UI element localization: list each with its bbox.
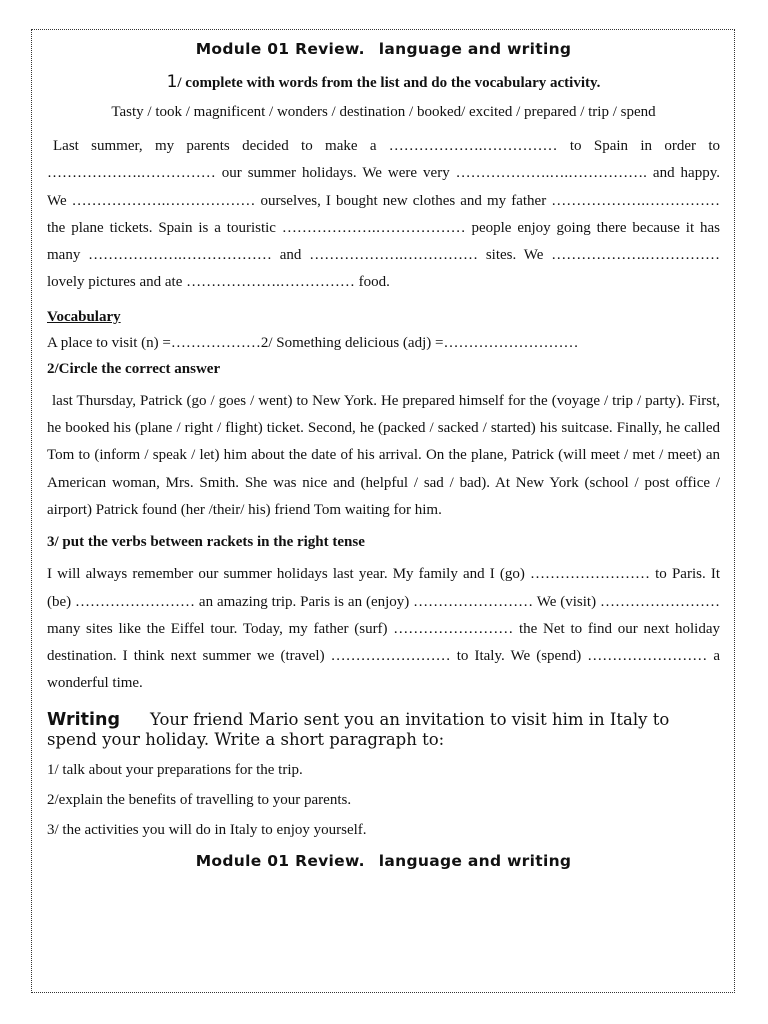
worksheet	[47, 40, 720, 870]
footer-title-sub: language and writing	[378, 851, 572, 870]
task1-paragraph: Last summer, my parents decided to make a ……………….…………… to Spain in order to ……………….…………… our summer holidays. We were very ……………….….……………. and happy. We ……………….……………… ourselves, I bought new clothes and my father ……………….…………… the plane tickets. Spain is a touristic ……………….……………… people enjoy going there because it has many ……………….……………… and ……………….…………… sites. We ……………….…………… lovely pictures and ate ……………….…………… food.	[47, 138, 720, 291]
writing-task-2: 2/explain the benefits of travelling to your parents.	[47, 791, 352, 808]
vocabulary-title: Vocabulary	[47, 308, 121, 325]
writing-task-1: 1/ talk about your preparations for the trip.	[47, 761, 303, 778]
writing-task-3: 3/ the activities you will do in Italy to enjoy yourself.	[47, 821, 367, 838]
task3-paragraph: I will always remember our summer holidays last year. My family and I (go) …………………… to Paris. It (be) …………………… an amazing trip. Paris is an (enjoy) …………………… We (visit) …………………… many sites like the Eiffel tour. Today, my father (surf) …………………… the Net to find our next holiday destination. I think next summer we (travel) …………………… to Italy. We (spend) …………………… a wonderful time.	[47, 566, 720, 692]
vocabulary-line: A place to visit (n) =………………2/ Something delicious (adj) =………………………	[47, 334, 579, 351]
title-sub: language and writing	[378, 40, 572, 58]
task2-title: 2/Circle the correct answer	[47, 360, 221, 377]
task1-instruction	[47, 72, 720, 92]
task1-number: 1	[166, 72, 178, 92]
task2-paragraph: last Thursday, Patrick (go / goes / went) to New York. He prepared himself for the (voyage / trip / party). First, he booked his (plane / right / flight) ticket. Second, he (packed / sacked / started) his suitcase. Finally, he called Tom to (inform / speak / let) him about the date of his arrival. On the plane, Patrick (will meet / met / meet) an American woman, Mrs. Smith. She was nice and (helpful / sad / bad). At New York (school / post office / airport) Patrick found (her /their/ his) friend Tom waiting for him.	[47, 392, 720, 518]
writing-label: Writing	[47, 709, 120, 730]
task1-instruction-text: / complete with words from the list and do the vocabulary activity.	[177, 75, 601, 91]
word-list: Tasty / took / magnificent / wonders / destination / booked/ excited / prepared / trip / spend	[111, 104, 656, 120]
footer-title-main: Module 01 Review.	[195, 851, 365, 870]
task3-title: 3/ put the verbs between rackets in the right tense	[47, 534, 365, 551]
page-title	[47, 40, 720, 58]
writing-prompt: Your friend Mario sent you an invitation to visit him in Italy to spend your holiday. Write a short paragraph to:	[47, 709, 670, 749]
writing-section	[47, 710, 720, 750]
page-footer-title	[47, 852, 720, 870]
title-main: Module 01 Review.	[195, 40, 365, 58]
